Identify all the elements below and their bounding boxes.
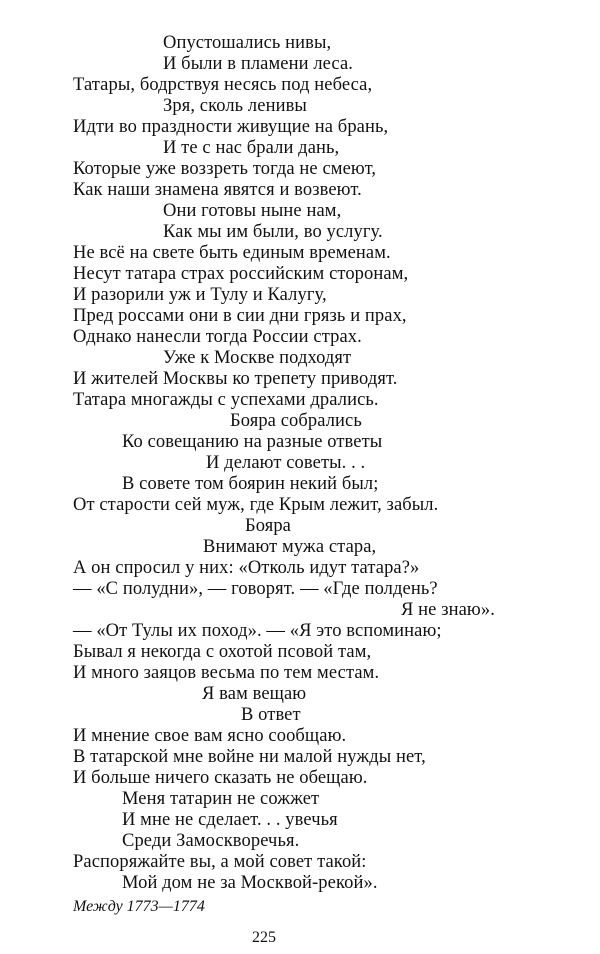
poem-line: Бояра — [245, 516, 291, 536]
poem-line: Внимают мужа стара, — [203, 537, 377, 557]
poem-line: И больше ничего сказать не обещаю. — [73, 768, 368, 788]
poem-line: Меня татарин не сожжет — [122, 789, 320, 809]
poem-date: Между 1773—1774 — [73, 898, 205, 915]
poem-line: Я вам вещаю — [202, 684, 307, 704]
poem-line: И жителей Москвы ко трепету приводят. — [73, 369, 398, 389]
poem-line: И разорили уж и Тулу и Калугу, — [73, 285, 327, 305]
poem-line: Распоряжайте вы, а мой совет такой: — [73, 852, 367, 872]
poem-line: — «С полудни», — говорят. — «Где полдень? — [73, 579, 438, 599]
poem-line: Уже к Москве подходят — [163, 348, 352, 368]
poem-line: И делают советы. . . — [206, 453, 366, 473]
poem-line: И много заяцов весьма по тем местам. — [73, 663, 380, 683]
poem-line: Я не знаю». — [401, 600, 495, 620]
poem-line: Идти во праздности живущие на брань, — [73, 117, 389, 137]
poem-line: Зря, сколь ленивы — [163, 96, 307, 116]
poem-line: Бывал я некогда с охотой псовой там, — [73, 642, 372, 662]
poem-line: Однако нанесли тогда России страх. — [73, 327, 362, 347]
poem-line: Бояра собрались — [230, 411, 362, 431]
poem-line: В ответ — [241, 705, 301, 725]
poem-line: Татары, бодрствуя несясь под небеса, — [73, 75, 373, 95]
poem-line: И были в пламени леса. — [163, 54, 354, 74]
poem-line: Несут татара страх российским сторонам, — [73, 264, 409, 284]
poem-line: Опустошались нивы, — [163, 33, 332, 53]
poem-line: Мой дом не за Москвой-рекой». — [122, 873, 378, 893]
poem-line: Среди Замоскворечья. — [122, 831, 300, 851]
poem-line: Как наши знамена явятся и возвеют. — [73, 180, 362, 200]
poem-line: И те с нас брали дань, — [163, 138, 340, 158]
page-number: 225 — [252, 929, 276, 946]
poem-line: И мне не сделает. . . увечья — [122, 810, 338, 830]
poem-line: Ко совещанию на разные ответы — [122, 432, 383, 452]
poem-line: В совете том боярин некий был; — [122, 474, 379, 494]
poem-line: Которые уже воззреть тогда не смеют, — [73, 159, 377, 179]
poem-line: — «От Тулы их поход». — «Я это вспоминаю; — [73, 621, 442, 641]
poem-line: Пред россами они в сии дни грязь и прах, — [73, 306, 407, 326]
poem-line: В татарской мне войне ни малой нужды нет, — [73, 747, 426, 767]
poem-line: Они готовы ныне нам, — [163, 201, 342, 221]
poem-line: А он спросил у них: «Отколь идут татара?» — [73, 558, 420, 578]
poem-line: От старости сей муж, где Крым лежит, забыл. — [73, 495, 439, 515]
poem-line: И мнение свое вам ясно сообщаю. — [73, 726, 347, 746]
poem-line: Как мы им были, во услугу. — [163, 222, 383, 242]
poem-line: Татара многажды с успехами дрались. — [73, 390, 379, 410]
poem-line: Не всё на свете быть единым временам. — [73, 243, 391, 263]
